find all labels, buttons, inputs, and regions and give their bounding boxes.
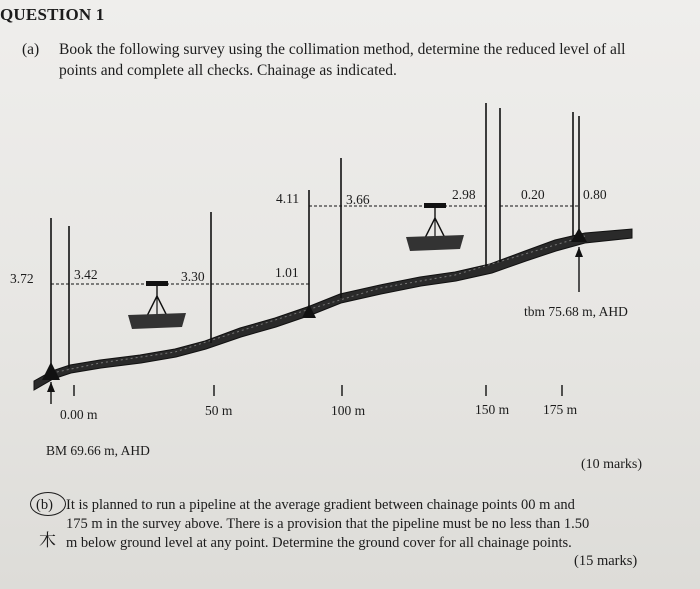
arrow-up-icon (47, 382, 55, 392)
part-b-text-line-2: 175 m in the survey above. There is a provision that the pipeline must be no less than 1.50 (66, 516, 590, 532)
part-b-marks: (15 marks) (574, 553, 638, 569)
staff-reading: 0.80 (583, 187, 607, 202)
staff-reading: 2.98 (452, 187, 476, 202)
arrow-up-icon (575, 247, 583, 257)
staff-reading: 3.72 (10, 271, 34, 286)
part-a-label: (a) (22, 41, 40, 58)
part-a-text-line-1: Book the following survey using the collimation method, determine the reduced level of all (59, 41, 626, 58)
chainage-label: 150 m (475, 402, 510, 417)
chainage-label: 0.00 m (60, 407, 98, 422)
handwritten-mark: 木 (39, 531, 56, 550)
chainage-label: 50 m (205, 403, 233, 418)
staff-reading: 3.42 (74, 267, 98, 282)
tbm-label: tbm 75.68 m, AHD (524, 304, 628, 319)
part-a-marks: (10 marks) (581, 457, 643, 472)
staff-reading: 3.30 (181, 269, 205, 284)
level-instrument-icon (128, 281, 186, 329)
level-instrument-icon (406, 203, 464, 251)
part-b-text-line-1: It is planned to run a pipeline at the average gradient between chainage points 00 m and (66, 497, 575, 513)
staff-reading: 0.20 (521, 187, 545, 202)
staff-reading: 1.01 (275, 265, 299, 280)
part-b-text-line-3: m below ground level at any point. Determine the ground cover for all chainage points. (66, 535, 572, 551)
benchmark-label: BM 69.66 m, AHD (46, 443, 150, 458)
chainage-label: 175 m (543, 402, 578, 417)
staff-reading: 4.11 (276, 191, 300, 206)
question-heading: QUESTION 1 (0, 5, 105, 24)
staff-reading: 3.66 (346, 192, 370, 207)
part-a-text-line-2: points and complete all checks. Chainage as indicated. (59, 62, 397, 79)
chainage-label: 100 m (331, 403, 366, 418)
part-b-label: (b) (36, 497, 53, 513)
